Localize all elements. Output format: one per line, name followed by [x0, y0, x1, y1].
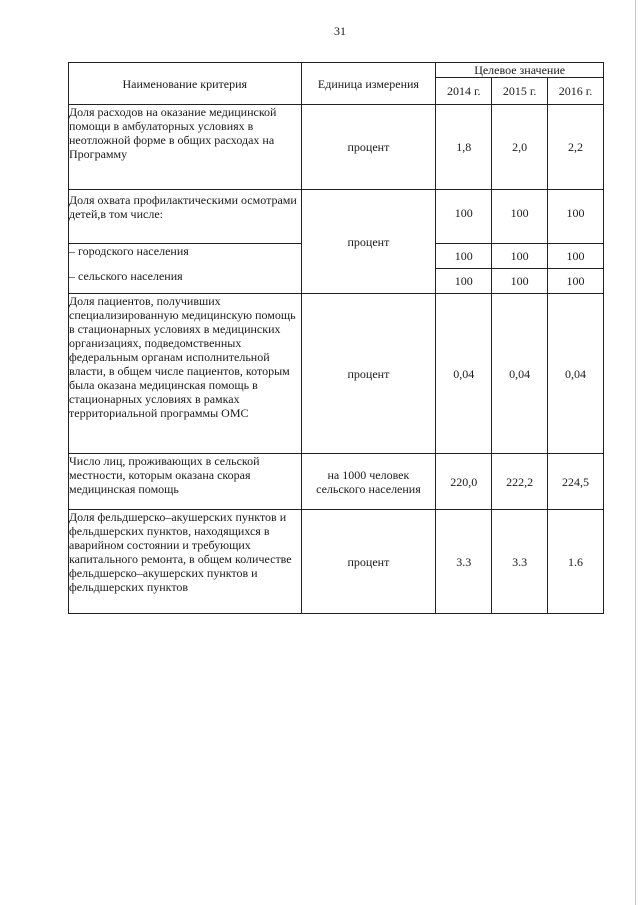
subcriterion-rural: – сельского населения [69, 269, 302, 294]
value-2014: 220,0 [436, 454, 492, 510]
value-2015: 100 [492, 244, 548, 269]
value-2016: 2,2 [548, 105, 604, 190]
header-year-2016: 2016 г. [548, 78, 604, 105]
value-2014: 100 [436, 190, 492, 244]
value-2015: 100 [492, 190, 548, 244]
table-row [69, 105, 604, 190]
criterion-name: Доля фельдшерско–акушерских пунктов и фельдшерских пунктов, находящихся в аварийном состоянии и требующих капитального ремонта, в общем количестве фельдшерско–акушерских пунктов и фельдшерских пунктов [69, 510, 302, 614]
criterion-name: Доля расходов на оказание медицинской помощи в амбулаторных условиях в неотложной форме в общих расходах на Программу [69, 105, 302, 190]
criterion-name: Доля пациентов, получивших специализированную медицинскую помощь в стационарных условиях в медицинских организациях, подведомственных федеральным органам исполнительной власти, в общем числе пациентов, которым была оказана медицинская помощь в стационарных условиях в рамках территориальной программы ОМС [69, 294, 302, 454]
table-row [69, 190, 604, 244]
value-2016: 100 [548, 244, 604, 269]
scan-edge-line [635, 0, 636, 905]
table-row [69, 454, 604, 510]
subcriterion-urban: – городского населения [69, 244, 302, 269]
value-2014: 100 [436, 269, 492, 294]
value-2014: 1,8 [436, 105, 492, 190]
criterion-unit: на 1000 человек сельского населения [301, 454, 436, 510]
criterion-unit: процент [301, 510, 436, 614]
header-year-2014: 2014 г. [436, 78, 492, 105]
criterion-unit: процент [301, 294, 436, 454]
table-row [69, 510, 604, 614]
value-2015: 0,04 [492, 294, 548, 454]
value-2015: 222,2 [492, 454, 548, 510]
value-2016: 100 [548, 190, 604, 244]
header-criterion-name: Наименование критерия [69, 63, 302, 105]
value-2015: 100 [492, 269, 548, 294]
criteria-table [68, 62, 604, 614]
criterion-name: Число лиц, проживающих в сельской местности, которым оказана скорая медицинская помощь [69, 454, 302, 510]
table-row [69, 294, 604, 454]
value-2014: 0,04 [436, 294, 492, 454]
criterion-name-text: Доля охвата профилактическими осмотрами детей,в том числе: [69, 193, 297, 221]
table-header-row [69, 63, 604, 78]
value-2016: 0,04 [548, 294, 604, 454]
criterion-unit: процент [301, 190, 436, 294]
value-2015: 3.3 [492, 510, 548, 614]
page-number: 31 [334, 24, 346, 38]
value-2016: 100 [548, 269, 604, 294]
criterion-unit: процент [301, 105, 436, 190]
header-year-2015: 2015 г. [492, 78, 548, 105]
criterion-name [69, 190, 302, 244]
value-2014: 3.3 [436, 510, 492, 614]
value-2015: 2,0 [492, 105, 548, 190]
value-2016: 1.6 [548, 510, 604, 614]
value-2016: 224,5 [548, 454, 604, 510]
value-2014: 100 [436, 244, 492, 269]
header-unit: Единица измерения [301, 63, 436, 105]
header-target-value: Целевое значение [436, 63, 604, 78]
